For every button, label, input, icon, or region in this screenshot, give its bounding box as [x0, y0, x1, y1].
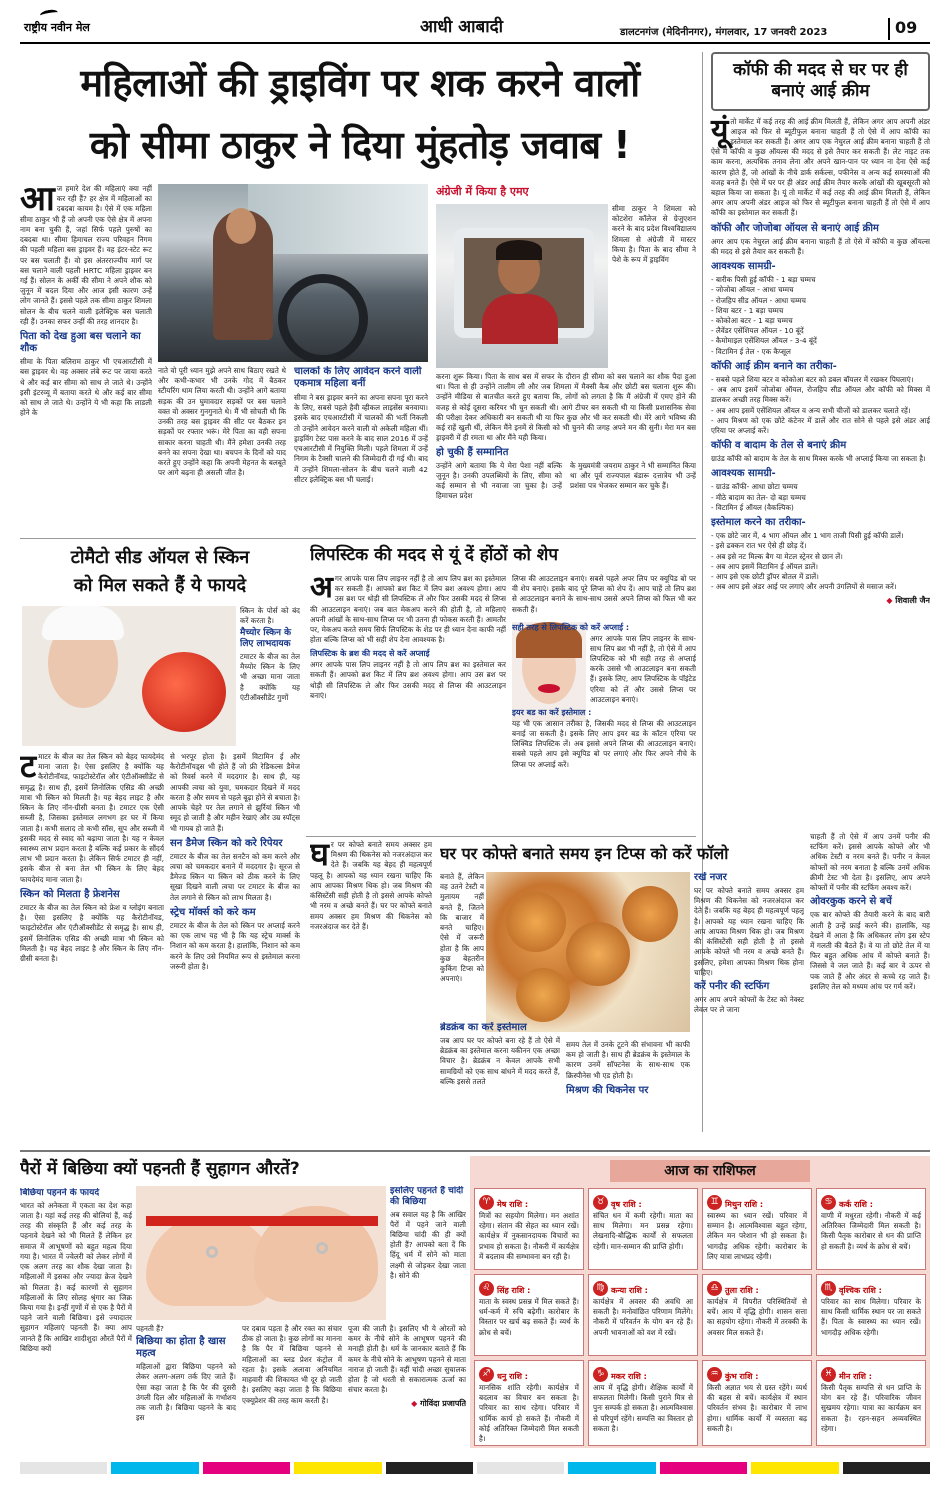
tomato-side-subhead: मैच्योर स्किन के लिए लाभदायक	[240, 628, 292, 650]
driver-face	[226, 208, 256, 244]
lead-column-2: नाते वो पूरी ध्यान मुझे अपने साथ बिठाए रखते थे और कभी-कभार भी उनके गोद में बैठकर स्टीयरिंग थाम लिया करती थी। उन्होंने आगे बताया सड़क की उन घुमावदार सड़कों पर बस चलाने वक्त वो अक्सर गुनगुनाते थे। मैं भी सोचती थी कि उनकी तरह बस ड्राइवर की सीट पर बैठकर इन सड़कों पर रफ्तार भरूं। मेरे पिता का वही सपना साकार करना चाहती थी। मैंने हमेशा उनकी तरह बनने का सपना देखा था। बचपन के दिनों को याद करते हुए उन्होंने कहा कि अपनी मेहनत के बलबूते पर आगे बढ़ना ही असली जीत है।	[158, 366, 286, 478]
leo-icon: ♌	[479, 1281, 494, 1296]
lipstick-outline-text: लिप्स की आउटलाइन बनाएं। सबसे पहले अपर लिप पर क्यूपिड बो पर वी शेप बनाएं। इसके बाद पूरे लिप्स को शेप दें। आप चाहें तो लिप ब्रश से आउटलाइन बनाने के साथ-साथ उससे अपने लिप्स को फिल भी कर सकती हैं।	[512, 574, 696, 614]
sign-forecast: किसी पैतृक सम्पत्ति से धन प्राप्ति के योग बन रहे हैं। परिवारिक जीवन सुखमय रहेगा। यात्रा का कार्यक्रम बन सकता है। रहन-सहन अव्यवस्थित रहेगा।	[821, 1383, 921, 1433]
lipstick-brush-text: अगर आपके पास लिप लाइनर नहीं है तो आप लिप ब्रश का इस्तेमाल कर सकती हैं। आपको ब्रश किट में लिप ब्रश अवश्य होगा। आप उस ब्रश पर थोड़ी सी लिपस्टिक ले और फिर उसकी मदद से लिप्स की आउटलाइन बनाएं।	[310, 660, 506, 700]
tomato-stretchmarks-text: टमाटर के बीज के तेल को स्किन पर अप्लाई करने का एक लाभ यह भी है कि यह स्ट्रेच मार्क्स के निशान को कम करता है। हालांकि, निशान को कम करने के लिए उसे नियमित रूप से इस्तेमाल करना जरूरी होता है।	[170, 920, 300, 971]
color-swatch	[20, 1462, 107, 1474]
lead-headline	[20, 52, 700, 180]
rashifal-grid	[474, 1188, 926, 1446]
lipstick-column-2	[512, 574, 696, 832]
coffee-byline-text: शिवाली जैन	[895, 596, 930, 606]
sign-forecast: वाणी में मधुरता रहेगी। नौकरी में कई अतिरिक्त जिम्मेदारी मिल सकती है। किसी पैतृक कारोबार से धन की प्राप्ति हो सकती है। व्यर्थ के क्रोध से बचें।	[821, 1211, 921, 1251]
lipstick-column-1	[310, 574, 506, 832]
toe-ring-icon	[206, 1246, 218, 1258]
driver-hair	[496, 240, 542, 260]
kofta-tips-text: बनाते हैं, लेकिन वह उतने टेस्टी व मुलायम नहीं बनते हैं, जितने कि बाजार में बनते चाहिए। ऐसे में जरूरी होता है कि आप कुछ बेहतरीन कुकिंग टिप्स को अपनाएं।	[440, 872, 484, 984]
zodiac-aquarius	[702, 1360, 812, 1446]
list-item: - विटामिन ई तेल - एक कैप्सूल	[711, 346, 791, 356]
lead-column-4	[436, 372, 696, 536]
sign-name: मिथुन राशि :	[725, 1200, 764, 1209]
zodiac-leo	[474, 1274, 584, 1356]
rashifal-title-bar	[610, 1160, 810, 1182]
color-swatch	[660, 1462, 747, 1474]
color-swatch	[568, 1462, 655, 1474]
bichhiya-gold-text: पूजा की जाती है। इसलिए भी ये ओरतों को कमर के नीचे सोने के आभूषण पहनने की मनाही होती है। धर्म के जानकार बताते हैं कि कमर के नीचे सोने के आभूषण पहनने से माता नाराज हो जाती हैं। वहीं चांदी अच्छा सुचालक होता है जो धरती से सकारात्मक ऊर्जा का संचार करता है।	[348, 1324, 466, 1395]
coffee-dropcap: यूं	[711, 112, 729, 148]
aries-icon: ♈	[479, 1195, 494, 1210]
list-item: - विटामिन ई ऑयल (वैकल्पिक)	[711, 502, 794, 512]
tomato-title-line1: टोमैटो सीड ऑयल से स्किन	[70, 547, 250, 568]
section-rule	[306, 836, 696, 837]
tomato-antioxidant-text: से भरपूर होता है। इसमें विटामिन ई और कैरोटीनॉयड्स भी होते हैं जो फ्री रेडिकल्स डैमेज को रिवर्स करने में मददगार है। साथ ही, यह आपकी त्वचा को युवा, चमकदार दिखने में मदद करता है और समय से पहले बूढ़ा होने से बचाता है। आपके चेहरे पर तेल लगाने से झुर्रियां स्किन भी स्मूद हो जाती है और महीन रेखाएं और उम्र स्पॉट्स भी गायब हो जाते हैं।	[170, 752, 300, 833]
tomato-side-column	[240, 606, 300, 756]
taxi-driver-photo	[436, 204, 608, 368]
kofta-column-1	[310, 840, 432, 1140]
zodiac-libra	[702, 1274, 812, 1356]
kofta-ball-3	[622, 886, 678, 942]
coffee-method-list	[711, 375, 930, 436]
lead-subhead-father: पिता को देख हुआ बस चलाने का शौक	[20, 331, 141, 355]
kofta-breadcrumb-text: जब आप घर पर कोफ्ते बना रहे हैं तो ऐसे में ब्रेडक्रंब का इस्तेमाल करना यकीनन एक अच्छा विचार है। ब्रेडक्रंब न केवल आपके सभी सामग्रियों को एक साथ बांधने में मदद करते हैं, बल्कि इससे तलते	[440, 1036, 560, 1086]
list-item: - अब आप इसे अंडर आई पर लगाएं और अपनी उंगलियों से मसाज करें।	[711, 582, 897, 592]
section-rule	[20, 538, 696, 539]
kofta-ball-4	[516, 968, 570, 1022]
bichhiya-column-4: पर दबाव पड़ता है और रक्त का संचार ठीक हो जाता है। कुछ लोगों का मानना है कि पैर में बिछिया पहनने से महिलाओं का ब्लड प्रेशर कंट्रोल में रहता है। इसके अलावा अनियमित माहवारी की शिकायत भी दूर हो जाती है। इसलिए कहा जाता है कि बिछिया एक्यूप्रेशर की तरह काम करती है।	[242, 1324, 342, 1405]
lead-headline-line1: महिलाओं की ड्राइविंग पर शक करने वालों	[80, 61, 640, 105]
tomato-subhead-freshness: स्किन को मिलता है फ्रेशनेस	[20, 888, 120, 900]
kofta-subhead-watch: रखें नजर	[694, 872, 727, 883]
lipstick-subhead-brush: लिपस्टिक के ब्रश की मदद से करें अप्लाई	[310, 648, 430, 658]
lead-honour-text-a: उन्होंने आगे बताया कि ये मेरा पेशा नहीं बल्कि जुनून है। उनकी उपलब्धियों के लिए, सीमा को कई सम्मान से भी नवाजा जा चुका है। उन्हें हिमाचल प्रदेश	[436, 460, 562, 501]
bus-windshield	[248, 184, 428, 254]
coffee-subhead-ingredients: आवश्यक सामग्री-	[711, 261, 776, 273]
list-item: - एक छोटे जार में, 4 भाग ऑयल और 1 भाग ताजी पिसी हुई कॉफी डालें।	[711, 531, 904, 541]
color-swatch	[294, 1462, 381, 1474]
sign-forecast: किसी अज्ञात भय से ग्रस्त रहेंगे। व्यर्थ की बहस से बचें। कार्यक्षेत्र में स्थान परिवर्तन संभव है। कारोबार में लाभ होगा। धार्मिक कार्यों में व्यस्तता बढ़ सकती है।	[707, 1383, 807, 1433]
lipstick-earbud-text: यह भी एक आसान तरीका है, जिसकी मदद से लिप्स की आउटलाइन बनाई जा सकती है। इसके लिए आप इयर बड के कॉटन एरिया पर लिक्विड लिपस्टिक लें। अब इससे अपने लिप्स की आउटलाइन बनाएं। सबसे पहले आप इसे क्यूपिड बो पर लगाएं और फिर अपने नीचे के लिप्स पर अप्लाई करें।	[512, 718, 696, 769]
bus-driver-photo	[158, 184, 428, 362]
zodiac-scorpio	[816, 1274, 926, 1356]
byline-marker-icon: ◆	[411, 1398, 421, 1408]
coffee-jojoba-text: अगर आप एक नेचुरल आई क्रीम बनाना चाहती हैं तो ऐसे में कॉफी व कुछ ऑयल्स की मदद से इसे तैयार कर सकती हैं।	[711, 236, 930, 256]
list-item: - इसे ढक्कन रात भर ऐसे ही छोड़ दें।	[711, 541, 807, 551]
sign-forecast: आय में वृद्धि होगी। शैक्षिक कार्यों में सफलता मिलेगी। किसी पुराने मित्र से पुनः सम्पर्क हो सकता है। आत्मविश्वास से परिपूर्ण रहेंगे। सम्पत्ति का विस्तार हो सकता है।	[593, 1383, 693, 1433]
coffee-title-box	[711, 52, 930, 111]
list-item: - अब आप इसमें एसेंशियल ऑयल व अन्य सभी चीजों को डालकर चलाते रहें।	[711, 405, 911, 415]
kofta-thickness-text: घर पर कोफ्ते बनाते समय अक्सर हम मिश्रण की थिकनेस को नजरअंदाज कर देते हैं। जबकि यह बेहद ही महत्वपूर्ण पहलू है। आपको यह ध्यान रखना चाहिए कि आप आपका मिश्रण थिक हो। जब मिश्रण की कंसिस्टेंसी सही होती है तो इससे आपके कोफ्ते भी नरम व अच्छे बनते हैं। इसलिए, हमेशा आपका मिश्रण थिक होना चाहिए।	[694, 886, 804, 977]
scorpio-icon: ♏	[821, 1281, 836, 1296]
bichhiya-silver-text: अब सवाल यह है कि आखिर पैरों में पहने जाने वाली बिछिया चांदी की ही क्यों होती हैं? आपको बता दें कि हिंदू धर्म में सोने को माता लक्ष्मी से जोड़कर देखा जाता है। सोने की	[390, 1209, 466, 1280]
kofta-subhead-paneer: करें पनीर की स्टफिंग	[694, 980, 770, 992]
toe-ring-icon	[316, 1242, 328, 1254]
tomato-dropcap: ट	[20, 752, 37, 785]
sign-name: कन्या राशि :	[611, 1286, 648, 1295]
lead-intro: ज हमारे देश की महिलाएं क्या नहीं कर रही हैं? हर क्षेत्र में महिलाओं का दबदबा कायम है। ऐसे में एक महिला सीमा ठाकुर भी हैं जो अपनी एक ऐसे क्षेत्र में अपना नाम बना चुकी हैं, जहां सिर्फ पहले पुरुषों का दबदबा था। सीमा हिमाचल राज्य परिवहन निगम की पहली महिला बस ड्राइवर हैं। वह इंटर-स्टेट रूट पर बस चलाती हैं। वो इस अंतरराज्यीय मार्ग पर बस चलाने वाली पहली HRTC महिला ड्राइवर बन गई हैं। सोलन के अर्की की सीमा ने अपने शौक को जुनून में बदल दिया और आज इसी कारण उन्हें लोग जानते हैं। इससे पहले तक सीमा ठाकुर शिमला सोलन के बीच चलने वाली इलेक्ट्रिक बस चलाती रही हैं। उनका सफर उन्हीं की तरह शानदार है।	[20, 184, 152, 326]
list-item: - अब इसे नट मिल्क बैग या मेटल स्ट्रेनर से छान लें।	[711, 551, 843, 561]
tomato-title-line2: को मिल सकते हैं ये फायदे	[73, 575, 247, 596]
kofta-paneer-text-2: चाहती हैं तो ऐसे में आप उनमें पनीर की स्टफिंग करें। इससे आपके कोफ्ते और भी अधिक टेस्टी व नरम बनते हैं। पनीर न केवल कोफ्तों को नरम बनाता है बल्कि उनमें अधिक क्रीमी टेस्ट भी देता है। इसलिए, आप अपने कोफ्तों में पनीर की स्टफिंग अवश्य करें।	[810, 832, 930, 893]
bichhiya-title: पैरों में बिछिया क्यों पहनती हैं सुहागन औरतें?	[20, 1159, 300, 1179]
coffee-byline	[711, 595, 930, 606]
sign-name: धनु राशि :	[497, 1372, 528, 1381]
kofta-subhead-thickness: मिश्रण की थिकनेस पर	[566, 1084, 649, 1096]
lead-column-1	[20, 184, 152, 536]
sign-name: सिंह राशि :	[497, 1286, 531, 1295]
steering-wheel	[278, 274, 368, 362]
coffee-title: कॉफी की मदद से घर पर ही बनाएं आई क्रीम	[733, 60, 908, 102]
list-item: - ग्राउंड कॉफी- आधा छोटा चम्मच	[711, 482, 798, 492]
sign-forecast: परिवार का साथ मिलेगा। परिवार के साथ किसी धार्मिक स्थान पर जा सकते हैं। पिता के स्वास्थ्य का ध्यान रखें। भागदौड़ अधिक रहेगी।	[821, 1297, 921, 1337]
color-swatch	[386, 1462, 473, 1474]
bichhiya-column-5	[348, 1324, 466, 1446]
sign-forecast: कार्यक्षेत्र में अवसर की अवधि आ सकती है। मनोवांछित परिणाम मिलेंगे। नौकरी में परिवर्तन के योग बन रहे हैं। अपनी भावनाओं को वश में रखें।	[593, 1297, 693, 1337]
aquarius-icon: ♒	[707, 1367, 722, 1382]
kofta-ball-1	[506, 892, 566, 952]
capricorn-icon: ♑	[593, 1367, 608, 1382]
coffee-ingredients-list-2	[711, 482, 930, 513]
zodiac-gemini	[702, 1188, 812, 1270]
lipstick-dropcap: अ	[310, 574, 333, 605]
bichhiya-column-3	[136, 1324, 236, 1444]
zodiac-aries	[474, 1188, 584, 1270]
sign-name: तुला राशि :	[725, 1286, 759, 1295]
kofta-column-5	[810, 832, 930, 1142]
kofta-overcook-text: एक बार कोफ्ते की तैयारी करने के बाद बारी आती है उन्हें फ्राई करने की। हालांकि, यह देखने में आता है कि अधिकतर लोग इस स्टेप में गलती की बैठते हैं। वे या तो छोटे तेल में या फिर बहुत अधिक आंच में कोफ्ते बनाते हैं। जिससे वे जल जाते हैं। कई बार वे ऊपर से पक जाते हैं और अंदर से कच्चे रह जाते हैं। इसलिए तेल को मध्यम आंच पर गर्म करें।	[810, 910, 930, 991]
lead-father-text: सीमा के पिता बलिराम ठाकुर भी एचआरटीसी में बस ड्राइवर थे। वह अक्सर लंबे रूट पर जाया करते थे और कई बार सीमा को साथ ले जाते थे। उन्होंने इसी इंटरव्यू में बताया करते थे और कई बार सीमा को साथ ले जाते थे। उन्होंने ये भी कहा कि लाडली होने के	[20, 357, 152, 418]
lead-subhead-application: चालकों के लिए आवेदन करने वाली एकमात्र महिला बनीं	[294, 366, 422, 389]
color-swatch	[843, 1462, 930, 1474]
lead-subhead-honoured: हो चुकी हैं सम्मानित	[436, 446, 509, 458]
kofta-subhead-overcook: ओवरकुक करने से बचें	[810, 896, 892, 908]
libra-icon: ♎	[707, 1281, 722, 1296]
lead-headline-line2: को सीमा ठाकुर ने दिया मुंहतोड़ जवाब !	[89, 123, 631, 167]
lead-application-text: सीमा ने बस ड्राइवर बनने का अपना सपना पूरा करने के लिए, सबसे पहले हैवी व्हीकल लाइसेंस बनवाया। इसके बाद एचआरटीसी में चालकों की भर्ती निकली तो उन्होंने आवेदन करने वाली वो अकेली महिला थीं। ड्राइविंग टेस्ट पास करने के बाद साल 2016 में उन्हें एचआरटीसी में नियुक्ति मिली। पहले शिमला में उन्हें निगम के टैक्सी चालने की जिम्मेदारी दी गई थी। बाद में उन्होंने शिमला-सोलन के बीच चलने वाली 42 सीटर इलेक्ट्रिक बस भी चलाई।	[294, 393, 428, 484]
tomato-column-1	[20, 752, 164, 1148]
tomato-title	[20, 544, 300, 604]
bichhiya-byline	[348, 1398, 466, 1409]
gemini-icon: ♊	[707, 1195, 722, 1210]
sign-name: कर्क राशि :	[839, 1200, 873, 1209]
bichhiya-byline-text: गोविंदा प्रजापति	[420, 1398, 466, 1408]
color-swatch	[203, 1462, 290, 1474]
coffee-usage-list	[711, 531, 930, 592]
kofta-paneer-text: अगर आप अपने कोफ्तों के टेस्ट को नेक्स्ट लेवल पर ले जाना	[694, 994, 804, 1015]
coffee-ingredients-list	[711, 275, 930, 357]
list-item: - शिया बटर - 1 बड़ा चम्मच	[711, 305, 784, 315]
towel-wrap	[42, 606, 124, 640]
virgo-icon: ♍	[593, 1281, 608, 1296]
sign-forecast: माता के स्वस्थ प्रसन्न में मिल सकते हैं। धर्म-कर्म में रुचि बढ़ेगी। कारोबार के विस्तार पर खर्च बढ़ सकते हैं। व्यर्थ के क्रोध से बचें।	[479, 1297, 579, 1337]
coffee-almond-text: ग्राउंड कॉफी को बादाम के तेल के साथ मिक्स करके भी अप्लाई किया जा सकता है।	[711, 454, 926, 464]
lead-column-3	[294, 366, 428, 536]
list-item: - कैमोमाइल एसेंशियल ऑयल - 3-4 बूंदें	[711, 336, 817, 346]
list-item: - लैवेंडर एसेंशियल ऑयल - 10 बूंदें	[711, 326, 804, 336]
list-item: - कोकोआ बटर - 1 बड़ा चम्मच	[711, 316, 793, 325]
sign-name: कुंभ राशि :	[725, 1372, 759, 1381]
sign-forecast: कार्यक्षेत्र में विपरीत परिस्थितियों से बचें। आय में वृद्धि होगी। शासन सत्ता का सहयोग रहेगा। नौकरी में तरक्की के अवसर मिल सकते हैं।	[707, 1297, 807, 1337]
kofta-subhead-breadcrumb: ब्रेडक्रंब का करें इस्तेमाल	[440, 1022, 527, 1033]
coffee-subhead-almond: कॉफी व बादाम के तेल से बनाएं क्रीम	[711, 440, 847, 452]
coffee-subhead-method: कॉफी आई क्रीम बनाने का तरीका-	[711, 360, 837, 372]
rashifal-title: आज का राशिफल	[664, 1163, 756, 1179]
coffee-subhead-jojoba: कॉफी और जोजोबा ऑयल से बनाएं आई क्रीम	[711, 222, 879, 234]
byline-marker-icon: ◆	[886, 596, 896, 606]
print-color-bar	[20, 1462, 930, 1474]
lipstick-apply-text: अगर आपके पास लिप लाइनर के साथ-साथ लिप ब्रश भी नहीं है, तो ऐसे में आप लिपस्टिक को भी सही तरह से अप्लाई करके उससे भी आउटलाइन बना सकती हैं। इसके लिए, आप लिपस्टिक के पॉइंटेड एरिया को लें और उससे लिप्स पर आउटलाइन बनाएं।	[590, 633, 696, 704]
coffee-subhead-usage: इस्तेमाल करने का तरीका-	[711, 517, 806, 529]
sign-forecast: स्वास्थ्य का ध्यान रखें। परिवार में सम्मान है। आत्मविश्वास बहुत रहेगा, लेकिन मन परेशान भी हो सकता है। भागदौड़ अधिक रहेगी। कारोबार के लिए यात्रा लाभप्रद रहेगी।	[707, 1211, 807, 1261]
taurus-icon: ♉	[593, 1195, 608, 1210]
list-item: - मीठे बादाम का तेल- दो बड़ा चम्मच	[711, 492, 806, 502]
sign-name: वृष राशि :	[611, 1200, 642, 1209]
photo-caption: सीमा ठाकुर ने शिमला को कोटशेरा कॉलेज से ग्रेजुएशन करने के बाद प्रदेश विश्वविद्यालय शिमला से अंग्रेजी में मास्टर किया है। पिता के बाद सीमा ने पेशे के रूप में ड्राइविंग	[612, 204, 696, 265]
ma-label: अंग्रेजी में किया है एमए	[436, 185, 529, 198]
list-item: - रोजहिप सीड ऑयल - आधा चम्मच	[711, 295, 806, 305]
sign-name: मीन राशि :	[839, 1372, 872, 1381]
masthead	[0, 0, 945, 46]
tomato-column-2	[170, 752, 300, 1148]
list-item: - बारीक पिसी हुई कॉफी - 1 बड़ा चम्मच	[711, 275, 816, 285]
bichhiya-subhead-importance: बिछिया का होता है खास महत्व	[136, 1336, 226, 1360]
kofta-dropcap: घ	[310, 840, 329, 873]
list-item: - सबसे पहले शिया बटर व कोकोआ बटर को डबल बॉयलर में रखकर पिघलाएं।	[711, 374, 914, 384]
bichhiya-question-end: पहनती हैं?	[136, 1324, 164, 1333]
tomato-freshness-text: टमाटर के बीज का तेल स्किन को फ्रेश व ग्लोइंग बनाता है। ऐसा इसलिए है क्योंकि यह कैरोटीनॉयड, फाइटोस्टेरॉल और एंटीऑक्सीडेंट से समृद्ध है। साथ ही, इसमें लिनोलिक एसिड की अच्छी मात्रा भी स्किन को मिलती है। यह बेहद लाइट है और स्किन के लिए नॉन-ग्रीसी बनता है।	[20, 902, 164, 963]
bichhiya-intro: भारत को अनेकता में एकता का देश कहा जाता है। यहां कई तरह की बोलियां हैं, कई तरह की संस्कृति हैं और कई तरह के पहनावे देखने को भी मिलते हैं लेकिन हर समाज में आभूषणों को बहुत महत्व दिया गया है। भारत में ज्वेलरी को लेकर लोगों में एक अलग तरह का शौक देखा जाता है। महिलाओं में इसका और ज्यादा क्रेज देखने को मिलता है। कई कारणों से सुहागन महिलाओं के लिए सोलह श्रृंगार का जिक्र किया गया है। इन्हीं गुणों में से एक है पैरों में पहने जाने वाली बिछिया। इसे ज्यादातर सुहागन महिलाएं पहनती हैं। क्या आप जानते हैं कि आखिर शादीशुदा औरतें पैरों में बिछिया क्यों	[20, 1200, 132, 1353]
list-item: - आप मिश्रण को एक छोटे कंटेनर में डालें और रात सोने से पहले इसे अंडर आई एरिया पर अप्लाई करें।	[711, 415, 930, 435]
dateline: डालटनगंज (मेदिनीनगर), मंगलवार, 17 जनवरी 2023	[620, 27, 828, 38]
page-number: 09	[895, 18, 918, 37]
kofta-breadcrumb-block	[440, 1022, 560, 1146]
kofta-ball-2	[566, 922, 630, 986]
zodiac-sagittarius	[474, 1360, 584, 1446]
list-item: - अब आप इसमें जोजोबा ऑयल, रोजहिप सीड ऑयल और कॉफी को मिक्स में डालकर अच्छी तरह मिक्स करें।	[711, 385, 930, 405]
coffee-subhead-ingredients-2: आवश्यक सामग्री-	[711, 468, 776, 480]
sign-name: मकर राशि :	[611, 1372, 647, 1381]
zodiac-capricorn	[588, 1360, 698, 1446]
list-item: - जोजोबा ऑयल - आधा चम्मच	[711, 285, 794, 295]
tomato-skincare-photo	[22, 606, 236, 746]
kofta-intro: र पर कोफ्ते बनाते समय अक्सर हम मिश्रण की थिकनेस को नजरअंदाज कर देते हैं। जबकि यह बेहद ही महत्वपूर्ण पहलू है। आपको यह ध्यान रखना चाहिए कि आप आपका मिश्रण थिक हो। जब मिश्रण की कंसिस्टेंसी सही होती है तो इससे आपके कोफ्ते भी नरम व अच्छे बनते हैं। घर पर कोफ्ते बनाते समय अक्सर हम मिश्रण की थिकनेस को नजरअंदाज कर देते हैं।	[310, 840, 432, 931]
bird-icon	[39, 8, 58, 19]
toe-ring-photo	[136, 1186, 386, 1320]
lead-dropcap: आ	[20, 184, 55, 219]
color-swatch	[477, 1462, 564, 1474]
sagittarius-icon: ♐	[479, 1367, 494, 1382]
list-item: - अब आप इसमें विटामिन ई ऑयल डालें।	[711, 561, 819, 571]
masthead-rule	[20, 42, 930, 44]
tomato-sundamage-text: टमाटर के बीज का तेल सनटैन को कम करने और त्वचा को चमकदार बनाने में मददगार है। सूरज से डैमेज्ड स्किन या स्किन को ठीक करने के लिए सूखा दिखने वाली त्वचा पर टमाटर के बीज का तेल लगाने से स्किन को लाभ मिलता है।	[170, 851, 300, 902]
list-item: - आप इसे एक छोटी ड्रॉपर बोतल में डालें।	[711, 571, 819, 581]
sign-forecast: मित्रों का सहयोग मिलेगा। मन अशांत रहेगा। संतान की सेहत का ध्यान रखें। कार्यक्षेत्र में नुकसानदायक विचारों का प्रभाव हो सकता है। नौकरी में कार्यक्षेत्र में बदलाव की सम्भावना बन रही है।	[479, 1211, 579, 1261]
coffee-intro: तो मार्केट में कई तरह की आई क्रीम मिलती हैं, लेकिन अगर आप अपनी अंडर आइज को फिर से ब्यूटीफुल बनाना चाहती हैं तो ऐसे में आप कॉफी का इस्तेमाल कर सकती हैं। अगर आप एक नेचुरल आई क्रीम बनाना चाहती हैं तो ऐसे में कॉफी व कुछ ऑयल्स की मदद से इसे तैयार कर सकती हैं। लेट नाइट तक काम करना, अत्यधिक तनाव लेना और अपने खान-पान पर ध्यान ना देना ऐसे कई कारण होते हैं, जो आंखों के नीचे डार्क सर्कल्स, पफीनेस व अन्य कई समस्याओं की वजह बनते हैं। ऐसे में घर पर ही अंडर आई क्रीम तैयार करके आंखों की खूबसूरती को बहाल किया जा सकता है। यूं तो मार्केट में कई तरह की आई क्रीम मिलती हैं, लेकिन अगर आप अपनी अंडर आइज को फिर से ब्यूटीफुल बनाना चाहती हैं तो ऐसे में आप कॉफी का इस्तेमाल कर सकती हैं।	[711, 116, 930, 218]
zodiac-taurus	[588, 1188, 698, 1270]
zodiac-pisces	[816, 1360, 926, 1446]
kofta-column-3	[566, 1040, 690, 1140]
bichhiya-importance-text: महिलाओं द्वारा बिछिया पहनने को लेकर अलग-अलग तर्क दिए जाते हैं। ऐसा कहा जाता है कि पैर की दूसरी उंगली दिल और महिलाओं के गर्भाशय तक जाती है। बिछिया पहनने के बाद इस	[136, 1362, 236, 1423]
color-swatch	[751, 1462, 838, 1474]
kofta-title: घर पर कोफ्ते बनाते समय इन टिप्स को करें फॉलो	[440, 844, 729, 863]
tomato-subhead-sundamage: सन डैमेज स्किन को करे रिपेयर	[170, 837, 283, 849]
kofta-photo	[486, 872, 690, 1032]
zodiac-virgo	[588, 1274, 698, 1356]
lipstick-subhead-apply: सही तरह से लिपस्टिक को करें अप्लाई :	[512, 623, 630, 632]
tomato-icon	[142, 652, 226, 732]
cancer-icon: ♋	[821, 1195, 836, 1210]
kofta-column-4	[694, 872, 804, 1142]
color-swatch	[111, 1462, 198, 1474]
paper-logo: राष्ट्रीय नवीन मेल	[24, 21, 90, 34]
zodiac-cancer	[816, 1188, 926, 1270]
driver-dress	[482, 294, 558, 344]
tomato-side-text-b: टमाटर के बीज का तेल मैच्योर स्किन के लिए भी अच्छा माना जाता है क्योंकि यह एंटीऑक्सीडेंट गुणों	[240, 652, 300, 702]
section-title: आधी आबादी	[420, 17, 504, 37]
pisces-icon: ♓	[821, 1367, 836, 1382]
bichhiya-subhead-benefits: बिछिया पहनने के फायदे	[20, 1188, 100, 1198]
page-no-divider	[888, 18, 890, 40]
lead-honour-text-b: के मुख्यमंत्री जयराम ठाकुर ने भी सम्मानित किया था और पूर्व राज्यपाल बंडारू दत्तात्रेय भी उन्हें प्रशंसा पत्र भेजकर सम्मान कर चुके हैं।	[570, 460, 696, 490]
section-rule	[20, 1150, 930, 1152]
lead-career-text: करना शुरू किया। पिता के साथ बस में सफर के दौरान ही सीमा को बस चलाने का शौक पैदा हुआ था। पिता से ही उन्होंने तालीम ली और जब शिमला में मैक्सी कैब और छोटी बस चलाना शुरू की। उन्होंने मीडिया से बातचीत करते हुए बताया कि, लोगों को लगता है कि मैं अंग्रेजी में एमए होने की वजह से कोई दूसरा करियर भी चुन सकती थी। आगे टीचर बन सकती थी या किसी प्रशासनिक सेवा की परीक्षा देकर अधिकारी बन सकती थी या फिर कुछ और भी कर सकती थी। मेरे आगे भविष्य की कई राहें खुली थीं, लेकिन मैंने इनमें से किसी को भी चुनने की जगह अपने मन की सुनी। मेरा मन बस ड्राइवरी में ही रमता था और मैंने यही किया।	[436, 372, 696, 443]
sign-forecast: मानसिक शांति रहेगी। कार्यक्षेत्र में बदलाव का विचार बन सकता है। परिवार का साथ रहेगा। परिवार में धार्मिक कार्य हो सकते हैं। नौकरी में कोई अतिरिक्त जिम्मेदारी मिल सकती है।	[479, 1383, 579, 1444]
bichhiya-column-1	[20, 1188, 132, 1444]
sign-name: वृश्चिक राशि :	[839, 1286, 882, 1295]
sign-forecast: संचित धन में कमी रहेगी। माता का साथ मिलेगा। मन प्रसन्न रहेगा। लेखनादि-बौद्धिक कार्यों से सफलता रहेगी। मान-सम्मान की प्राप्ति होगी।	[593, 1211, 693, 1251]
alta-border	[146, 1216, 378, 1226]
lipstick-subhead-earbud: इयर बड का करें इस्तेमाल :	[512, 708, 592, 718]
kofta-breadcrumb-text-2: समय तेल में उनके टूटने की संभावना भी काफी कम हो जाती है। साथ ही ब्रेडक्रंब के इस्तेमाल के कारण उनमें सॉफ्टनेस के साथ-साथ एक क्रिस्पीनेस भी एड होती है।	[566, 1040, 690, 1080]
tomato-side-text-a: स्किन के पोर्स को बंद करें करता है।	[240, 606, 300, 626]
lipstick-title: लिपस्टिक की मदद से यूं दें होंठों को शेप	[310, 545, 559, 565]
lipstick-intro: गर आपके पास लिप लाइनर नहीं है तो आप लिप ब्रश का इस्तेमाल कर सकती हैं। आपको ब्रश किट में लिप ब्रश अवश्य होगा। आप उस ब्रश पर थोड़ी सी लिपस्टिक लें और फिर उसकी मदद से लिप्स की आउटलाइन बनाएं। जब बात मेकअप करने की होती है, तो महिलाएं अपनी आंखों के साथ-साथ लिप्स पर भी उतना ही फोकस करती हैं। आमतौर पर, मेकअप करते समय सिर्फ लिपस्टिक के शेड पर ही ध्यान देना काफी नहीं होता बल्कि लिप्स को भी सही शेप देना आवश्यक है।	[310, 574, 506, 645]
tomato-subhead-stretchmarks: स्ट्रेच मॉर्क्स को करे कम	[170, 906, 256, 918]
bichhiya-subhead-silver: इसलिए पहनते हैं चांदी की बिछिया	[390, 1186, 464, 1207]
tomato-intro: माटर के बीज का तेल स्किन को बेहद फायदेमंद माना जाता है। ऐसा इसलिए है क्योंकि यह कैरोटीनॉयड, फाइटोस्टेरॉल और एंटीऑक्सीडेंट से समृद्ध है। साथ ही, इसमें लिनोलिक एसिड की अच्छी मात्रा भी स्किन को मिलती है। यह बेहद लाइट है और स्किन के लिए नॉन-ग्रीसी बनता है। टमाटर एक ऐसी सब्जी है, जिसका इस्तेमाल लगभग हर घर में किया जाता है। कभी सलाद तो कभी सॉस, सूप और सब्जी में इसकी मदद से स्वाद को बढ़ाया जाता है। यह न केवल स्वास्थ्य लाभ प्रदान करता है बल्कि कई प्रकार के सौंदर्य लाभ भी प्रदान करता है। लेकिन सिर्फ टमाटर ही नहीं, इसके बीज से बना तेल भी स्किन के लिए बेहद फायदेमंद माना जाता है।	[20, 752, 164, 884]
sign-name: मेष राशि :	[497, 1200, 529, 1209]
